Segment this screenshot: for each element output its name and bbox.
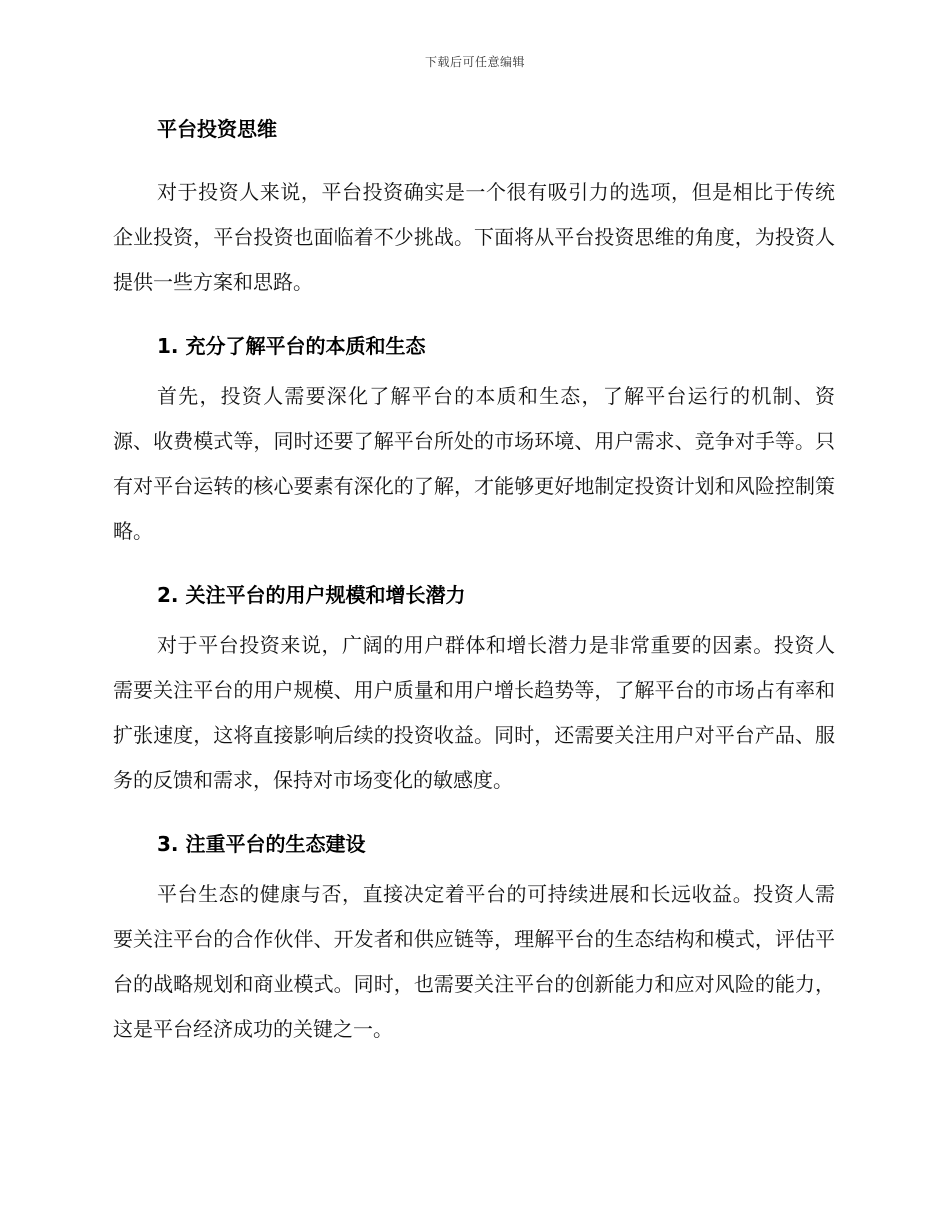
document-title: 平台投资思维 xyxy=(157,117,277,141)
document-content xyxy=(113,112,835,1052)
intro-paragraph: 对于投资人来说，平台投资确实是一个很有吸引力的选项，但是相比于传统企业投资，平台投资也面临着不少挑战。下面将从平台投资思维的角度，为投资人提供一些方案和思路。 xyxy=(113,180,835,294)
spacer xyxy=(113,612,835,623)
section-heading-3: 3. 注重平台的生态建设 xyxy=(157,832,366,856)
section-body-1: 首先，投资人需要深化了解平台的本质和生态，了解平台运行的机制、资源、收费模式等，同时还要了解平台所处的市场环境、用户需求、竞争对手等。只有对平台运转的核心要素有深化的了解，才能够更好地制定投资计划和风险控制策略。 xyxy=(113,384,835,543)
spacer xyxy=(113,305,835,329)
spacer xyxy=(113,554,835,578)
section-heading-2: 2. 关注平台的用户规模和增长潜力 xyxy=(157,583,466,607)
spacer xyxy=(113,146,835,170)
section-body-3: 平台生态的健康与否，直接决定着平台的可持续进展和长远收益。投资人需要关注平台的合作伙伴、开发者和供应链等，理解平台的生态结构和模式，评估平台的战略规划和商业模式。同时，也需要关注平台的创新能力和应对风险的能力，这是平台经济成功的关键之一。 xyxy=(113,882,835,1041)
section-heading-1: 1. 充分了解平台的本质和生态 xyxy=(157,334,426,358)
spacer xyxy=(113,803,835,827)
header-note: 下载后可任意编辑 xyxy=(424,55,525,69)
spacer xyxy=(113,861,835,872)
spacer xyxy=(113,363,835,374)
section-body-2: 对于平台投资来说，广阔的用户群体和增长潜力是非常重要的因素。投资人需要关注平台的用户规模、用户质量和用户增长趋势等，了解平台的市场占有率和扩张速度，这将直接影响后续的投资收益。同时，还需要关注用户对平台产品、服务的反馈和需求，保持对市场变化的敏感度。 xyxy=(113,633,835,792)
